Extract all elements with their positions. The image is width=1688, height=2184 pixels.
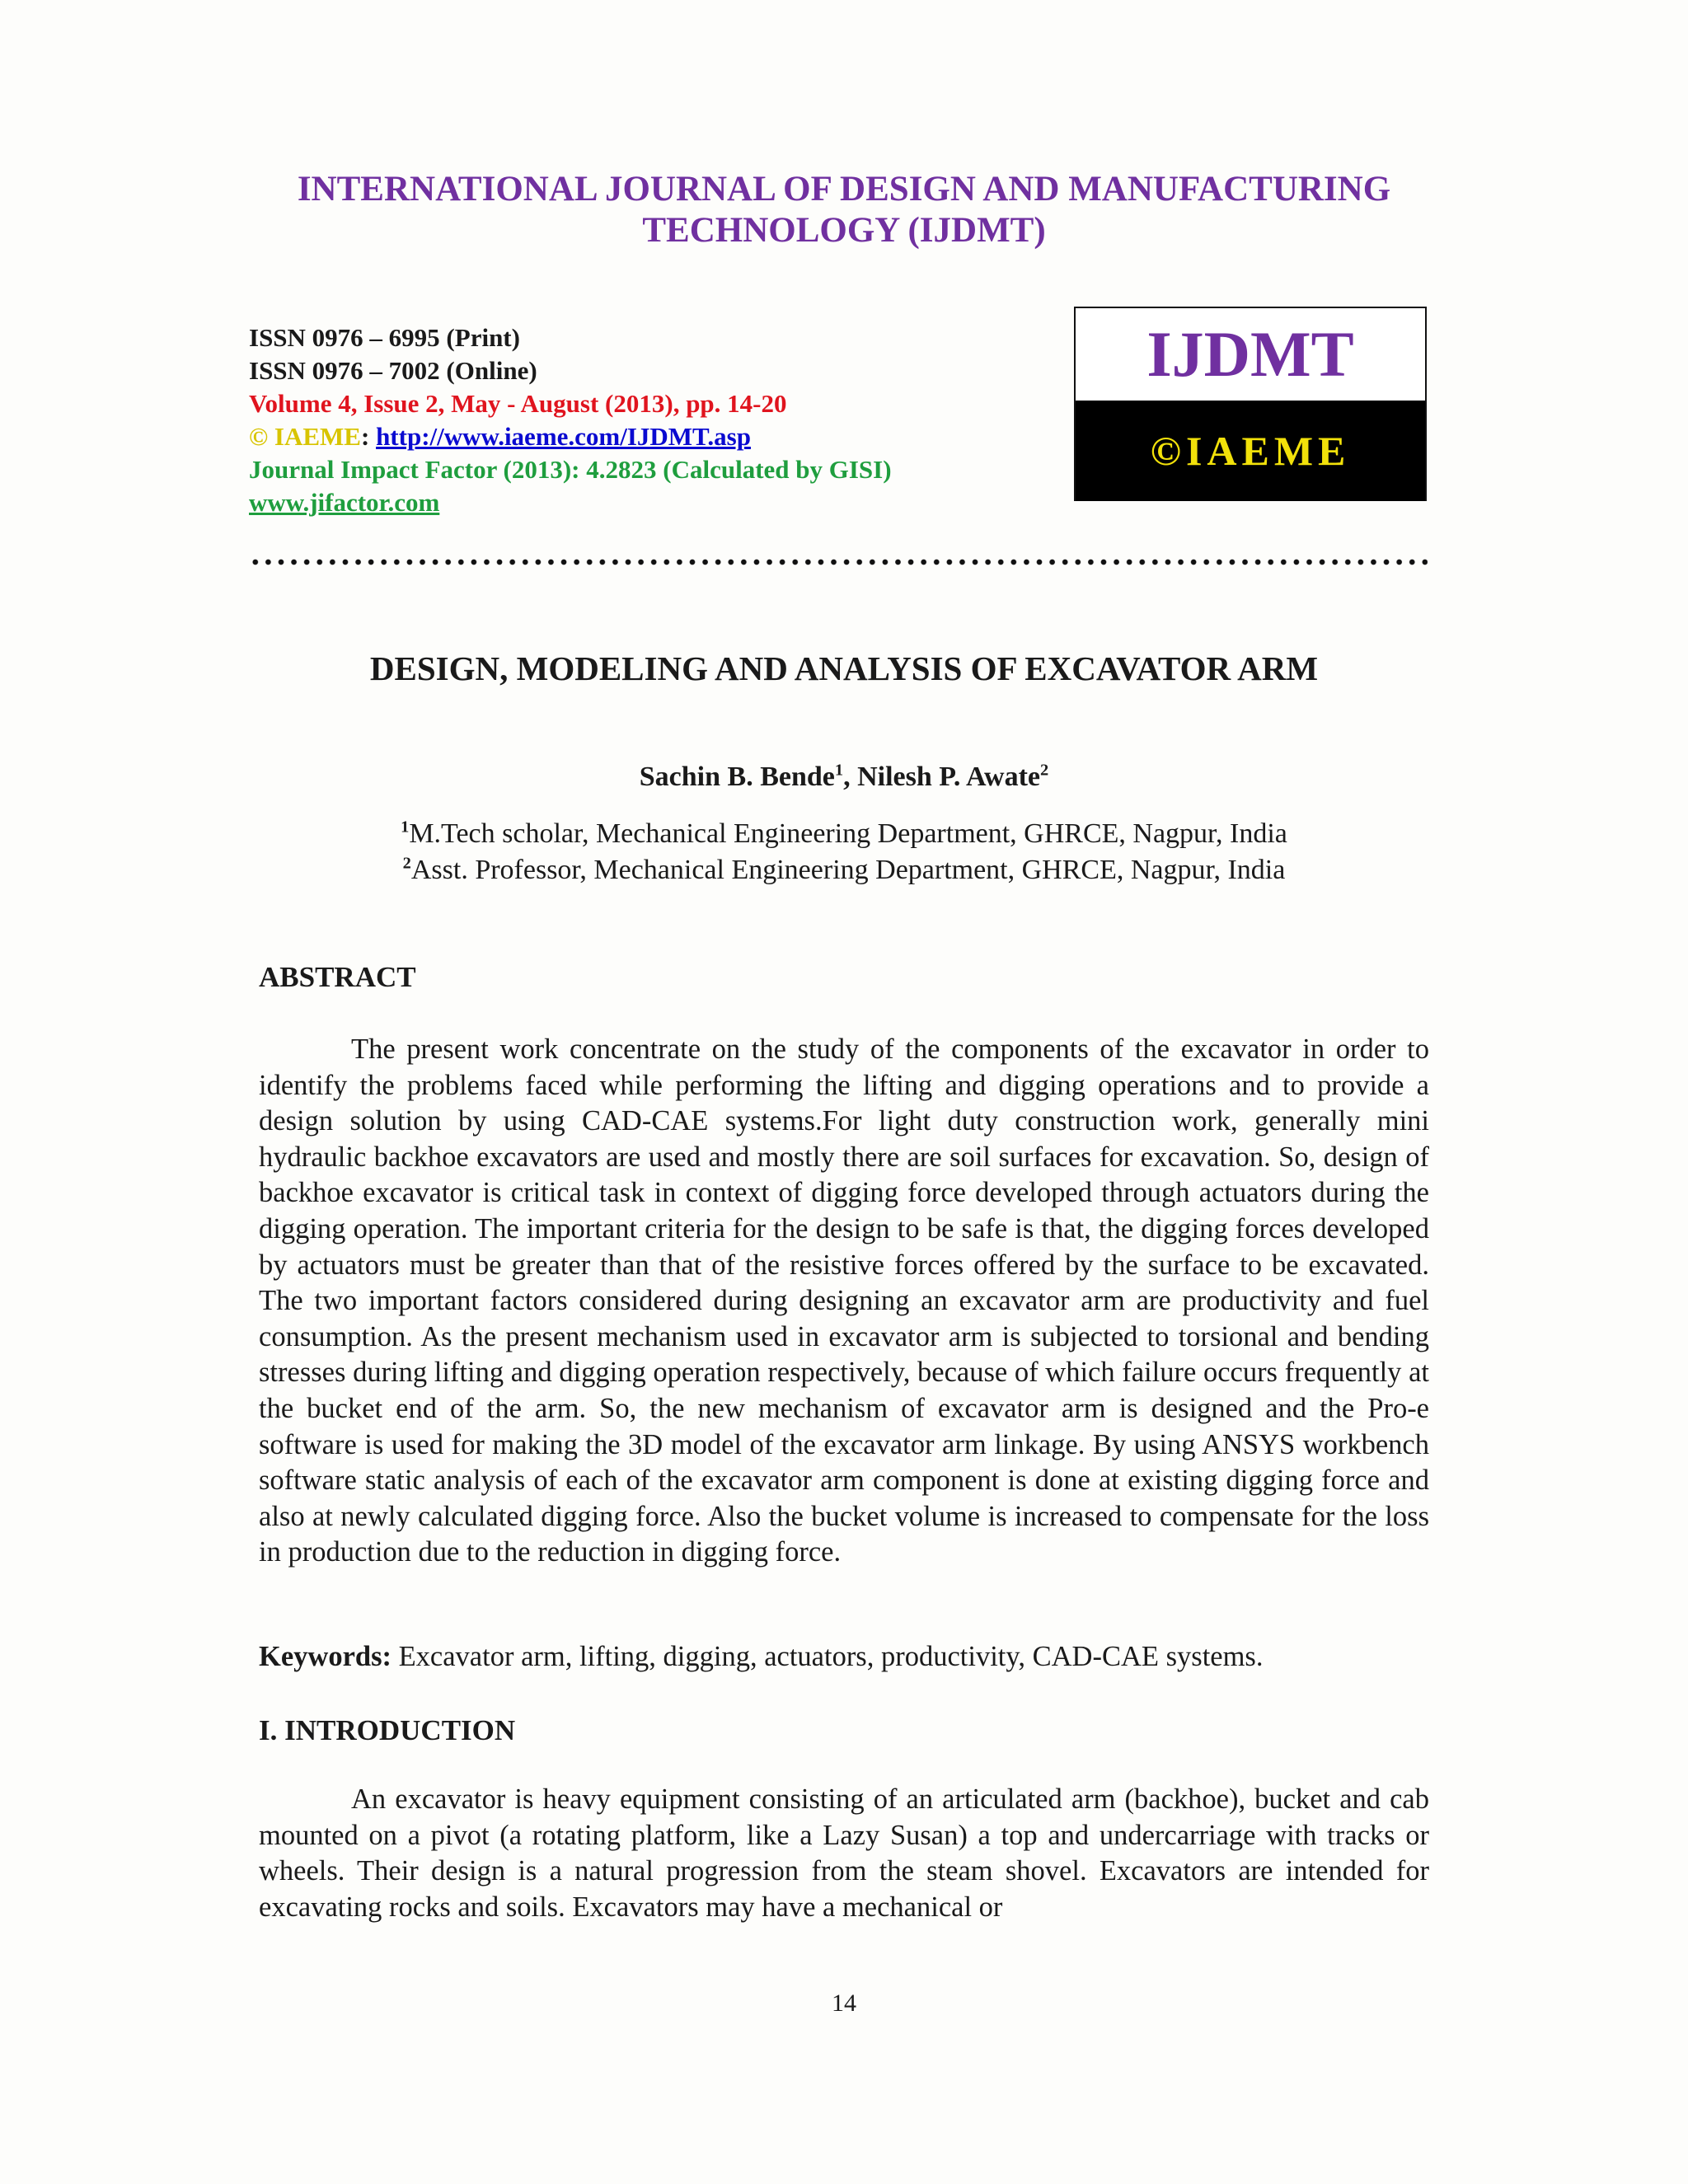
ijdmt-logo [1074, 307, 1427, 501]
keywords-text: Excavator arm, lifting, digging, actuators, productivity, CAD-CAE systems. [391, 1641, 1264, 1672]
author-separator: , [843, 762, 858, 792]
abstract-heading: ABSTRACT [259, 961, 416, 993]
journal-title-line2: TECHNOLOGY (IJDMT) [642, 211, 1046, 250]
volume-info: Volume 4, Issue 2, May - August (2013), pp. 14-20 [249, 389, 787, 418]
author-2-sup: 2 [1040, 761, 1049, 780]
authors [0, 760, 1688, 794]
page-number: 14 [832, 1990, 856, 2017]
issn-print: ISSN 0976 – 6995 (Print) [249, 323, 520, 352]
affiliation-2-sup: 2 [402, 854, 411, 873]
colon: : [360, 422, 377, 451]
logo-title: IJDMT [1146, 318, 1354, 390]
introduction-heading: I. INTRODUCTION [259, 1714, 516, 1746]
abstract-text: The present work concentrate on the study of the components of the excavator in order to identify the problems faced while performing the lifting and digging operations and to provide a design solution by using CAD-CAE systems.For light duty construction work, generally mini hydraulic backhoe excavators are used and mostly there are soil surfaces for excavation. So, design of backhoe excavator is critical task in context of digging force developed through actuators during the digging operation. The important criteria for the design to be safe is that, the digging forces developed by actuators must be greater than that of the resistive forces offered by the surface to be excavated. The two important factors considered during designing an excavator arm are productivity and fuel consumption. As the present mechanism used in excavator arm is subjected to torsional and bending stresses during lifting and digging operation respectively, because of which failure occurs frequently at the bucket end of the arm. So, the new mechanism of excavator arm is designed and the Pro-e software is used for making the 3D model of the excavator arm linkage. By using ANSYS workbench software static analysis of each of the excavator arm component is done at existing digging force and also at newly calculated digging force. Also the bucket volume is increased to compensate for the loss in production due to the reduction in digging force. [259, 1033, 1429, 1568]
affiliation-1 [0, 816, 1688, 852]
affiliation-1-text: M.Tech scholar, Mechanical Engineering Department, GHRCE, Nagpur, India [409, 818, 1287, 849]
copyright-mark: © IAEME [249, 422, 361, 451]
affiliation-2-text: Asst. Professor, Mechanical Engineering Department, GHRCE, Nagpur, India [410, 855, 1286, 885]
issn-online: ISSN 0976 – 7002 (Online) [249, 356, 537, 385]
affiliation-1-sup: 1 [401, 818, 410, 837]
paper-title: DESIGN, MODELING AND ANALYSIS OF EXCAVATOR ARM [369, 649, 1319, 687]
keywords [259, 1638, 1429, 1675]
journal-url-link[interactable]: http://www.iaeme.com/IJDMT.asp [376, 422, 751, 451]
author-1-sup: 1 [834, 761, 844, 780]
dotted-divider [249, 559, 1428, 565]
logo-publisher: ©IAEME [1076, 401, 1425, 501]
journal-title-line1: INTERNATIONAL JOURNAL OF DESIGN AND MANUFACTURING [297, 170, 1391, 209]
journal-title [0, 169, 1688, 251]
journal-info-block [249, 321, 892, 519]
affiliation-2 [0, 852, 1688, 888]
iaeme-line [249, 420, 892, 453]
jifactor-link[interactable]: www.jifactor.com [249, 488, 440, 517]
impact-factor: Journal Impact Factor (2013): 4.2823 (Calculated by GISI) [249, 455, 892, 484]
introduction-text: An excavator is heavy equipment consisting of an articulated arm (backhoe), bucket and cab mounted on a pivot (a rotating platform, like a Lazy Susan) a top and undercarriage with tracks or wheels. Their design is a natural progression from the steam shovel. Excavators are intended for excavating rocks and soils. Excavators may have a mechanical or [259, 1783, 1429, 1923]
author-1: Sachin B. Bende [639, 762, 835, 792]
author-2: Nilesh P. Awate [857, 762, 1041, 792]
keywords-label: Keywords: [259, 1641, 392, 1672]
